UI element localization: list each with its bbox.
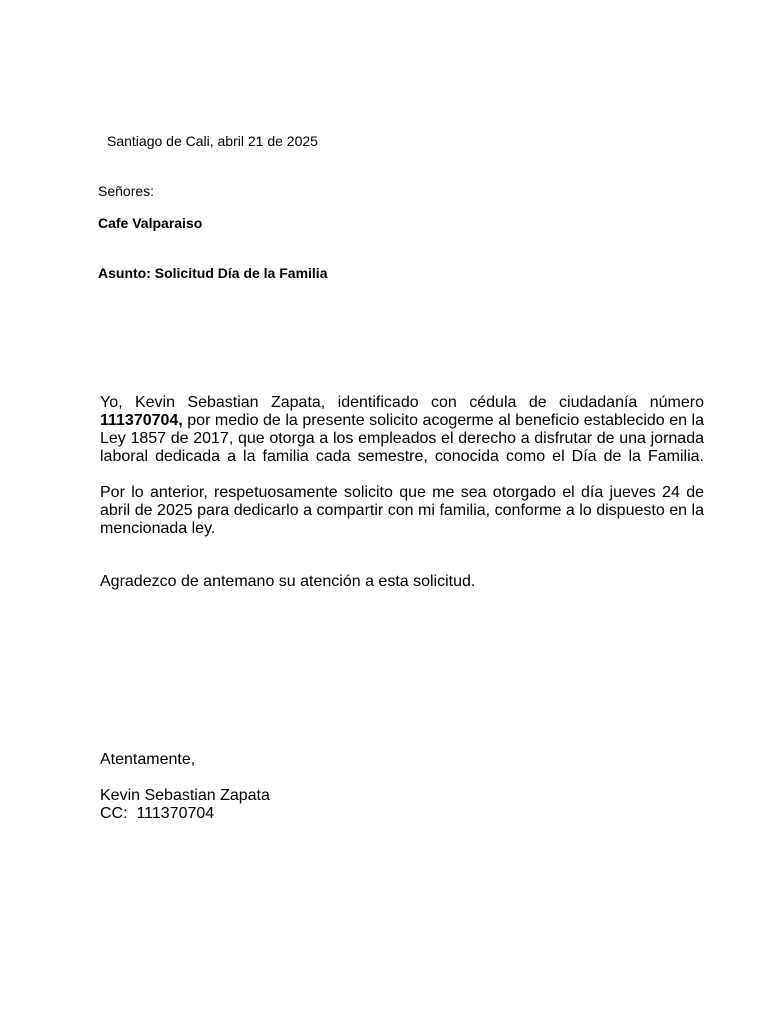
greeting: Señores: <box>98 183 155 199</box>
id-number-bold: 111370704, <box>100 412 183 429</box>
place-date: Santiago de Cali, abril 21 de 2025 <box>107 133 318 149</box>
paragraph-request-intro: Yo, Kevin Sebastian Zapata, identificado con cédula de ciudadanía número <box>100 394 704 411</box>
signature-id: CC: 111370704 <box>100 805 215 822</box>
paragraph-request-body: por medio de la presente solicito acogerme al beneficio establecido en la Ley 1857 de 2017, que otorga a los empleados el derecho a disfrutar de una jornada laboral dedicada a la familia cada semestre, conocida como el Día de la Familia. <box>100 412 704 465</box>
signature-name: Kevin Sebastian Zapata <box>100 787 270 804</box>
recipient-company: Cafe Valparaiso <box>98 215 203 231</box>
paragraph-date-request: Por lo anterior, respetuosamente solicito que me sea otorgado el día jueves 24 de abril de 2025 para dedicarlo a compartir con mi familia, conforme a lo dispuesto en la mencionada ley. <box>100 484 704 537</box>
closing: Atentamente, <box>100 751 196 768</box>
paragraph-request <box>100 394 704 466</box>
subject-line: Asunto: Solicitud Día de la Familia <box>98 265 328 281</box>
paragraph-thanks: Agradezco de antemano su atención a esta solicitud. <box>100 573 476 590</box>
